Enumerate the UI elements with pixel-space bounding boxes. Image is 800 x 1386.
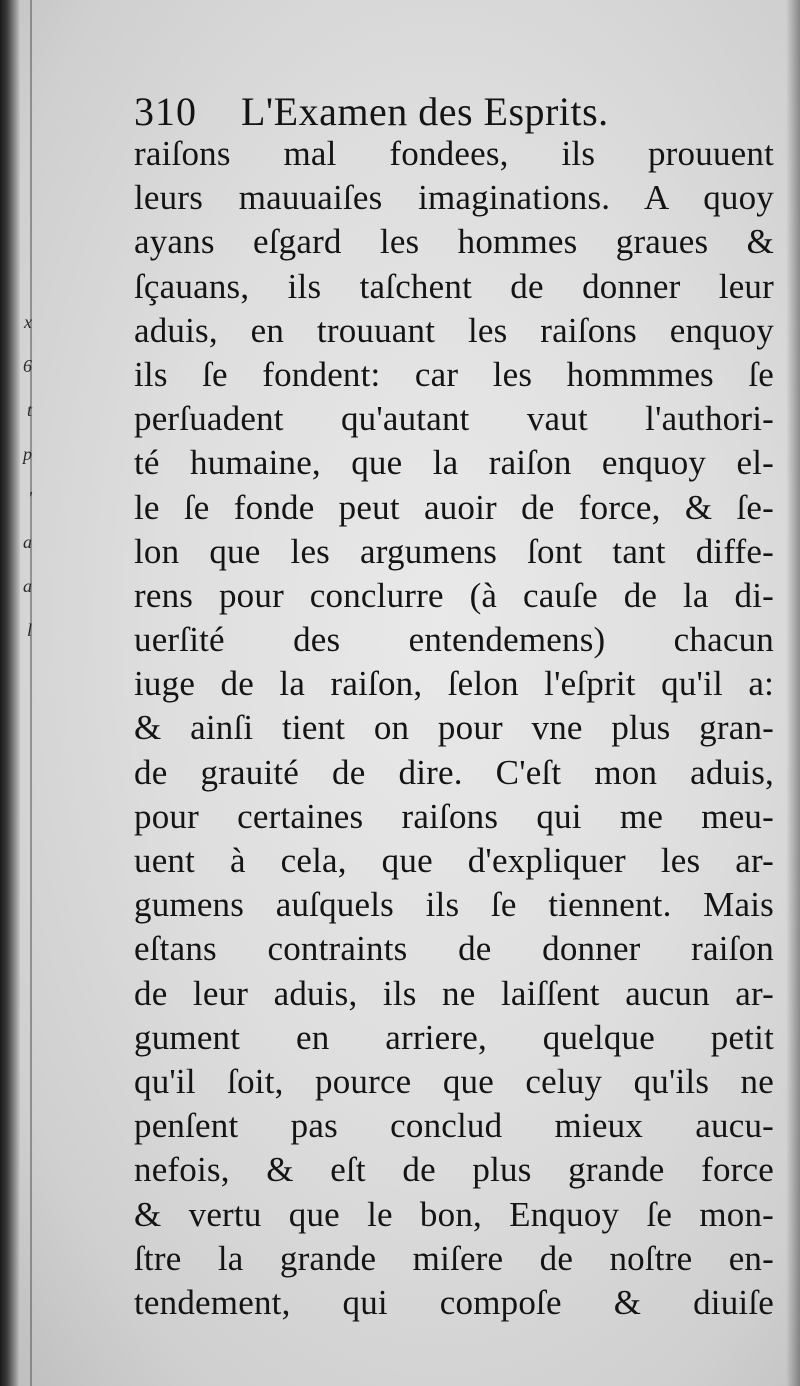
text-line: raiſons mal fondees, ils prouuent xyxy=(134,134,774,173)
body-text xyxy=(134,132,774,1325)
text-line: de grauité de dire. C'eſt mon aduis, xyxy=(134,752,774,792)
text-line: uent à cela, que d'expliquer les ar- xyxy=(134,841,774,880)
text-line: ſçauans, ils taſchent de donner leur xyxy=(134,266,774,306)
bleed-glyph: l xyxy=(26,620,32,640)
text-line: penſent pas conclud mieux aucu- xyxy=(134,1106,774,1146)
text-line: aduis, en trouuant les raiſons enquoy xyxy=(134,310,774,350)
text-line: perſuadent qu'autant vaut l'authori- xyxy=(134,399,774,439)
text-line: lon que les argumens ſont tant diffe- xyxy=(134,531,774,571)
text-line: ils ſe fondent: car les hommmes ſe xyxy=(134,354,774,394)
text-line: nefois, & eſt de plus grande force xyxy=(134,1150,774,1190)
page-number: 310 xyxy=(134,89,197,134)
text-line: le ſe fonde peut auoir de force, & ſe- xyxy=(134,487,774,527)
previous-page-bleed xyxy=(0,300,34,640)
text-line: leurs mauuaiſes imaginations. A quoy xyxy=(134,178,774,218)
text-line: ayans eſgard les hommes graues & xyxy=(134,222,774,262)
text-line: tendement, qui compoſe & diuiſe xyxy=(134,1282,774,1322)
text-line: de leur aduis, ils ne laiſſent aucun ar- xyxy=(134,973,774,1013)
bleed-glyph: a xyxy=(23,532,32,552)
text-line: eſtans contraints de donner raiſon xyxy=(134,929,774,969)
running-header xyxy=(134,70,774,132)
text-line: pour certaines raiſons qui me meu- xyxy=(134,796,774,836)
bleed-glyph: t xyxy=(26,400,32,420)
page-text-block xyxy=(134,70,774,1325)
text-line: & vertu que le bon, Enquoy ſe mon- xyxy=(134,1194,774,1234)
gutter-line xyxy=(30,0,32,1386)
text-line: uerſité des entendemens) chacun xyxy=(134,620,774,660)
running-title: L'Examen des Esprits. xyxy=(241,89,609,134)
text-line: ſtre la grande miſere de noſtre en- xyxy=(134,1238,774,1278)
text-line: iuge de la raiſon, ſelon l'eſprit qu'il a: xyxy=(134,664,774,704)
bleed-glyph: p xyxy=(23,444,32,464)
binding-shadow xyxy=(0,0,20,1386)
bleed-glyph: ' xyxy=(28,488,32,508)
text-line: & ainſi tient on pour vne plus gran- xyxy=(134,708,774,748)
text-line: rens pour conclurre (à cauſe de la di- xyxy=(134,575,774,615)
right-edge-shadow xyxy=(786,0,800,1386)
text-line: té humaine, que la raiſon enquoy el- xyxy=(134,443,774,483)
text-line: qu'il ſoit, pource que celuy qu'ils ne xyxy=(134,1061,774,1101)
text-line: gument en arriere, quelque petit xyxy=(134,1017,774,1057)
bleed-glyph: x xyxy=(24,312,32,332)
bleed-glyph: 6 xyxy=(23,356,32,376)
text-line: gumens auſquels ils ſe tiennent. Mais xyxy=(134,885,774,925)
bleed-glyph: a xyxy=(23,576,32,596)
